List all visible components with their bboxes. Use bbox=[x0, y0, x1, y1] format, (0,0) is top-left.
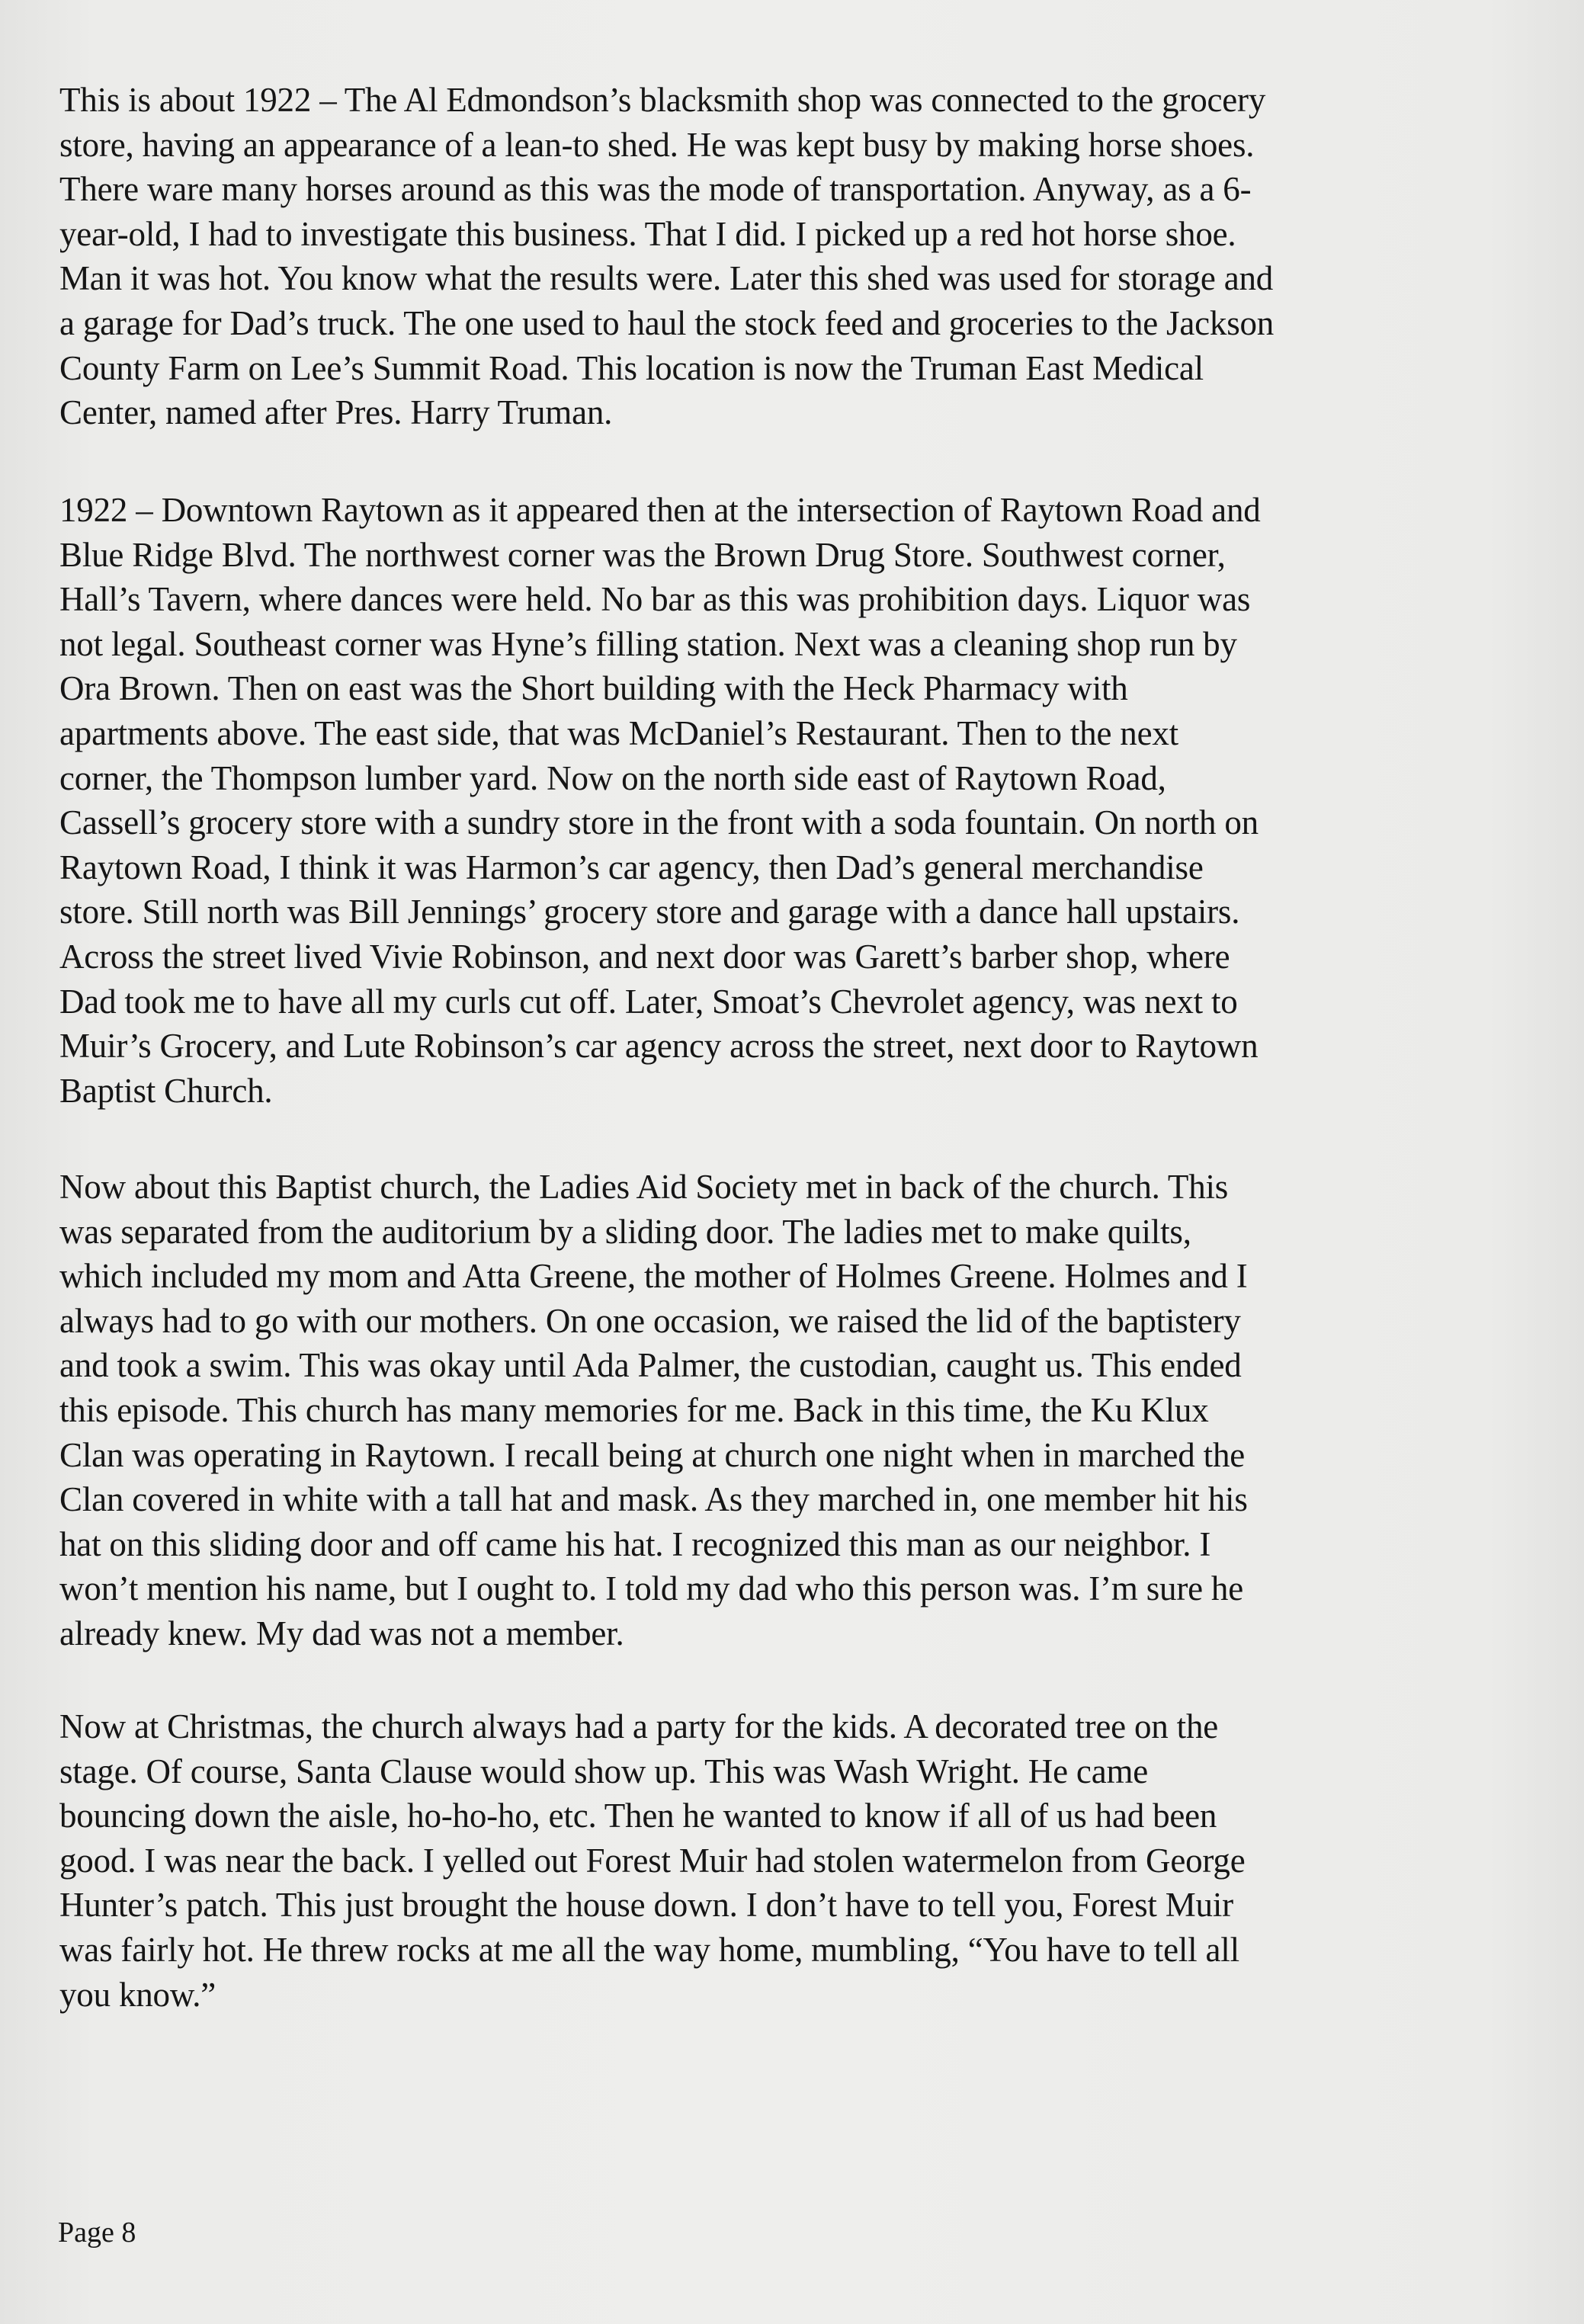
page-number: Page 8 bbox=[58, 2217, 136, 2249]
paragraph-baptist-church: Now about this Baptist church, the Ladies Aid Society met in back of the church. This was separated from the auditorium by a sliding door. The ladies met to make quilts, which included my mom and Atta Greene, the mother of Holmes Greene. Holmes and I always had to go with our mothers. On one occasion, we raised the lid of the baptistery and took a swim. This was okay until Ada Palmer, the custodian, caught us. This ended this episode. This church has many memories for me. Back in this time, the Ku Klux Clan was operating in Raytown. I recall being at church one night when in marched the Clan covered in white with a tall hat and mask. As they marched in, one member hit his hat on this sliding door and off came his hat. I recognized this man as our neighbor. I won’t mention his name, but I ought to. I told my dad who this person was. I’m sure he already knew. My dad was not a member. bbox=[59, 1168, 1248, 1652]
paragraph-christmas-party: Now at Christmas, the church always had a party for the kids. A decorated tree on the stage. Of course, Santa Clause would show up. This was Wash Wright. He came bouncing down the aisle, ho-ho-ho, etc. Then he wanted to know if all of us had been good. I was near the back. I yelled out Forest Muir had stolen watermelon from George Hunter’s patch. This just brought the house down. I don’t have to tell you, Forest Muir was fairly hot. He threw rocks at me all the way home, mumbling, “You have to tell all you know.” bbox=[59, 1707, 1246, 2014]
paragraph-downtown-raytown: 1922 – Downtown Raytown as it appeared then at the intersection of Raytown Road and Blue Ridge Blvd. The northwest corner was the Brown Drug Store. Southwest corner, Hall’s Tavern, where dances were held. No bar as this was prohibition days. Liquor was not legal. Southeast corner was Hyne’s filling station. Next was a cleaning shop run by Ora Brown. Then on east was the Short building with the Heck Pharmacy with apartments above. The east side, that was McDaniel’s Restaurant. Then to the next corner, the Thompson lumber yard. Now on the north side east of Raytown Road, Cassell’s grocery store with a sundry store in the front with a soda fountain. On north on Raytown Road, I think it was Harmon’s car agency, then Dad’s general merchandise store. Still north was Bill Jennings’ grocery store and garage with a dance hall upstairs. Across the street lived Vivie Robinson, and next door was Garett’s barber shop, where Dad took me to have all my curls cut off. Later, Smoat’s Chevrolet agency, was next to Muir’s Grocery, and Lute Robinson’s car agency across the street, next door to Raytown Baptist Church. bbox=[59, 491, 1261, 1110]
paragraph-blacksmith-shop: This is about 1922 – The Al Edmondson’s blacksmith shop was connected to the grocery store, having an appearance of a lean-to shed. He was kept busy by making horse shoes. There ware many horses around as this was the mode of transportation. Anyway, as a 6- year-old, I had to investigate this business. That I did. I picked up a red hot horse shoe. Man it was hot. You know what the results were. Later this shed was used for storage and a garage for Dad’s truck. The one used to haul the stock feed and groceries to the Jackson County Farm on Lee’s Summit Road. This location is now the Truman East Medical Center, named after Pres. Harry Truman. bbox=[59, 81, 1275, 432]
